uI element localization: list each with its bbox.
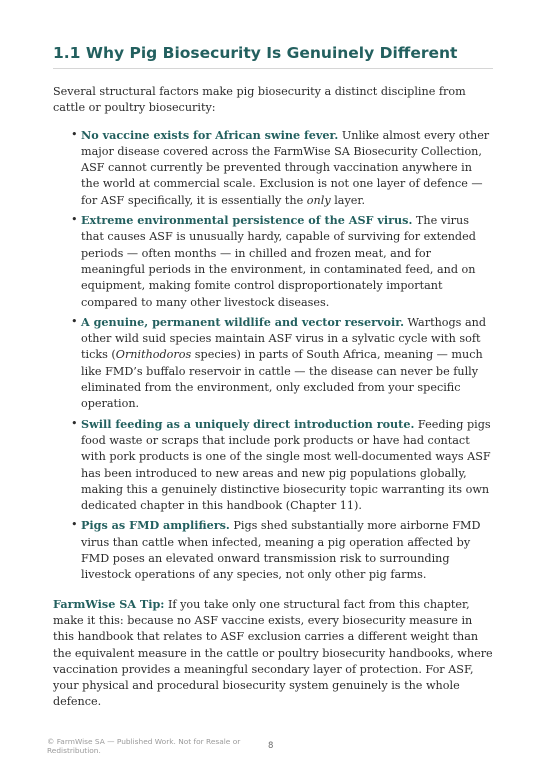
list-item <box>71 416 493 515</box>
tip-label: FarmWise SA Tip: <box>53 596 165 611</box>
list-item-text: species) in parts of South Africa, meaning — much like FMD’s buffalo reservoir in cattle — the disease can never be fully eliminated from the environment, only excluded from your specific operation. <box>81 348 483 411</box>
list-item-text: Feeding pigs food waste or scraps that include pork products or have had contact with pork products is one of the single most well-documented ways ASF has been introduced to new areas and new pig populations globally, making this a genuinely distinctive biosecurity topic warranting its own dedicated chapter in this handbook (Chapter 11). <box>81 417 491 513</box>
list-item-emphasis: only <box>306 193 331 207</box>
bullet-icon: • <box>71 314 78 328</box>
section-heading: 1.1 Why Pig Biosecurity Is Genuinely Different <box>53 44 493 69</box>
tip-text: If you take only one structural fact from this chapter, make it this: because no ASF vaccine exists, every biosecurity measure in this handbook that relates to ASF exclusion carries a different weight than the equivalent measure in the cattle or poultry biosecurity handbooks, where vaccination provides a meaningful secondary layer of protection. For ASF, your physical and procedural biosecurity system genuinely is the whole defence. <box>53 597 493 709</box>
list-item-lead: Pigs as FMD amplifiers. <box>81 518 230 533</box>
list-item-lead: A genuine, permanent wildlife and vector reservoir. <box>81 314 404 329</box>
list-item-lead: No vaccine exists for African swine fever. <box>81 127 339 142</box>
page-number: 8 <box>268 741 274 751</box>
list-item-text: layer. <box>330 193 366 207</box>
bullet-icon: • <box>71 518 78 532</box>
list-item-text: Warthogs and other wild suid species maintain ASF virus in a sylvatic cycle with soft ticks ( <box>81 315 487 362</box>
bullet-icon: • <box>71 416 78 430</box>
factor-list <box>53 127 493 584</box>
list-item <box>71 127 493 209</box>
list-item <box>71 212 493 311</box>
list-item-lead: Extreme environmental persistence of the ASF virus. <box>81 213 413 228</box>
list-item <box>71 314 493 413</box>
list-item-text: Unlike almost every other major disease covered across the FarmWise SA Biosecurity Collection, ASF cannot currently be prevented through vaccination anywhere in the world at commercial scale. Exclusion is not one layer of defence — for ASF specifically, it is essentially the <box>81 128 490 207</box>
tip-paragraph <box>53 596 493 711</box>
footer-copyright: © FarmWise SA — Published Work. Not for Resale or Redistribution. <box>47 737 241 755</box>
list-item-emphasis: Ornithodoros <box>115 348 192 362</box>
bullet-icon: • <box>71 127 78 141</box>
list-item <box>71 517 493 583</box>
list-item-text: The virus that causes ASF is unusually hardy, capable of surviving for extended periods — often months — in chilled and frozen meat, and for meaningful periods in the environment, in contaminated feed, and on equipment, making fomite control disproportionately important compared to many other livestock diseases. <box>81 214 476 309</box>
page-content <box>53 44 493 711</box>
list-item-lead: Swill feeding as a uniquely direct introduction route. <box>81 416 415 431</box>
list-item-text: Pigs shed substantially more airborne FMD virus than cattle when infected, meaning a pig operation affected by FMD poses an elevated onward transmission risk to surrounding livestock operations of any species, not only other pig farms. <box>81 519 481 582</box>
intro-paragraph: Several structural factors make pig biosecurity a distinct discipline from cattle or poultry biosecurity: <box>53 85 466 115</box>
bullet-icon: • <box>71 213 78 227</box>
